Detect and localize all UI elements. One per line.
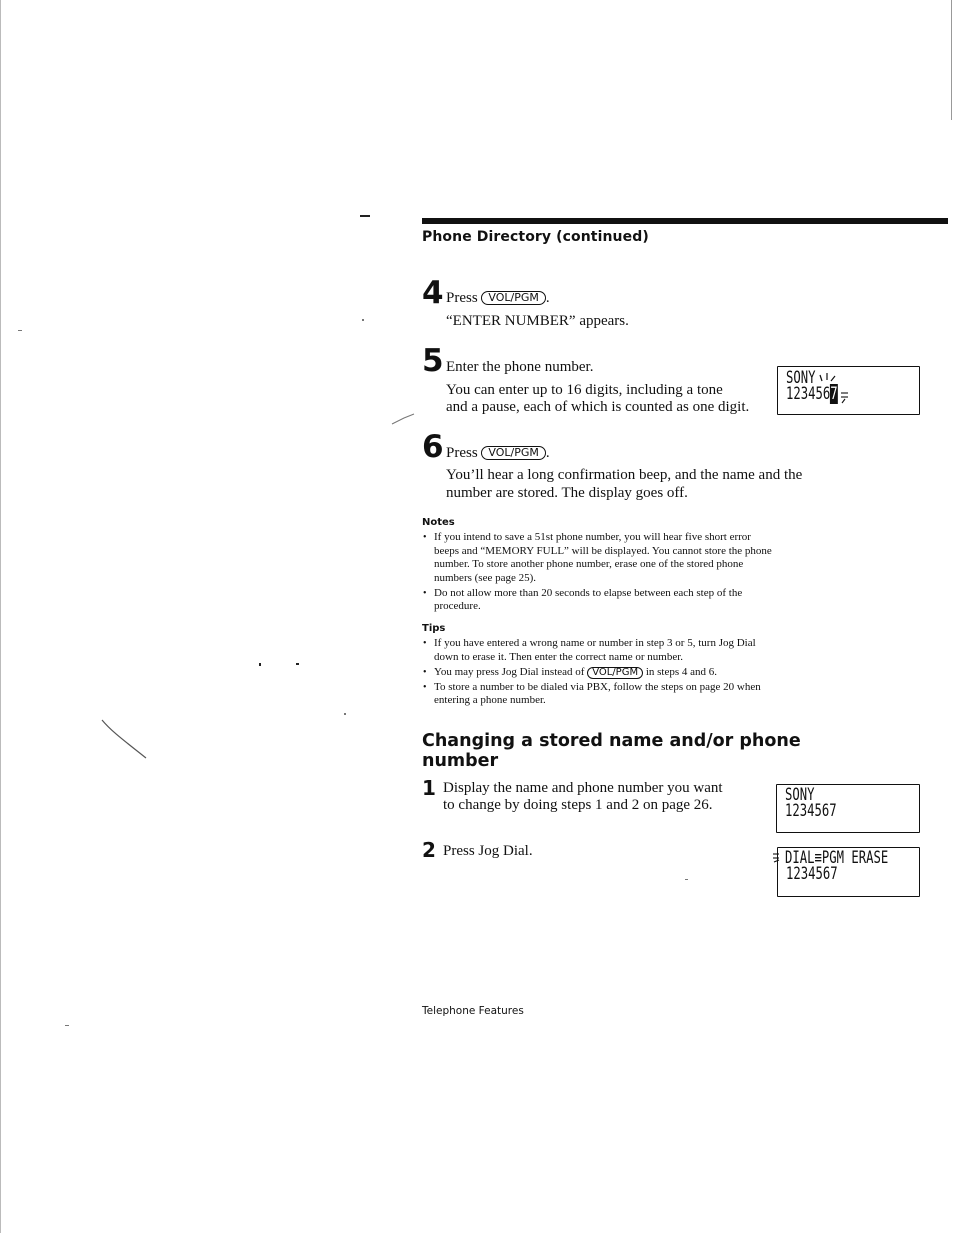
note-item — [422, 587, 842, 614]
lcd-entry-cursor: 7 — [830, 384, 838, 404]
step-4-result: “ENTER NUMBER” appears. — [446, 313, 629, 329]
scan-speck — [65, 1025, 69, 1026]
tips-list — [422, 637, 842, 709]
step-4-number: 4 — [422, 275, 444, 311]
lcd-dial-option: DIAL — [785, 848, 815, 868]
lcd-change-line2: 1234567 — [785, 801, 837, 821]
change-step-1-number: 1 — [422, 776, 436, 800]
scan-speck — [362, 319, 364, 321]
tips-heading: Tips — [422, 623, 446, 634]
scan-scribble — [100, 718, 155, 768]
tip-2-after: in steps 4 and 6. — [645, 665, 718, 678]
lcd-entry-line1: SONY — [786, 368, 816, 388]
lcd-entry-line2 — [786, 384, 838, 404]
lcd-entry-digits: 123456 — [786, 384, 831, 404]
lcd-display-change — [776, 784, 920, 833]
change-step-1-line2: to change by doing steps 1 and 2 on page 26. — [443, 797, 713, 813]
step-4-press-text: Press — [446, 290, 478, 306]
step-6-press-text: Press — [446, 445, 478, 461]
page-footer: Telephone Features — [422, 1005, 524, 1017]
header-rule — [422, 218, 948, 224]
lcd-dial-separator: ≡ — [814, 848, 822, 868]
step-6-instruction — [446, 445, 550, 462]
tip-3-line1: • To store a number to be dialed via PBX, follow the steps on page 20 when — [434, 680, 761, 693]
scan-speck — [685, 879, 688, 880]
step-4-period: . — [545, 290, 550, 306]
step-6-number: 6 — [422, 429, 444, 465]
vol-pgm-key: VOL/PGM — [587, 667, 643, 679]
tip-item — [422, 637, 842, 664]
lcd-dial-line2: 1234567 — [786, 864, 838, 884]
change-step-2-number: 2 — [422, 838, 436, 862]
step-6-result-line1: You’ll hear a long confirmation beep, and the name and the — [446, 467, 803, 483]
step-5-instruction: Enter the phone number. — [446, 359, 594, 375]
tip-item — [422, 681, 842, 708]
change-step-1-line1: Display the name and phone number you want — [443, 780, 723, 796]
step-5-number: 5 — [422, 343, 444, 379]
scan-speck — [18, 330, 22, 331]
scan-scribble — [390, 410, 420, 430]
section-header: Phone Directory (continued) — [422, 229, 649, 245]
step-6-result-line2: number are stored. The display goes off. — [446, 485, 688, 501]
vol-pgm-key: VOL/PGM — [481, 291, 545, 305]
blink-marks-icon — [772, 848, 784, 866]
tip-3-line2: entering a phone number. — [434, 694, 546, 706]
note-2-line1: • Do not allow more than 20 seconds to elapse between each step of the — [434, 586, 743, 599]
scan-edge — [0, 0, 1, 1233]
cursor-blink-icon — [840, 383, 852, 407]
scan-edge — [951, 0, 952, 120]
lcd-erase-option: ERASE — [851, 848, 889, 868]
step-6-period: . — [545, 445, 550, 461]
subsection-title — [422, 731, 801, 771]
step-5-detail-line2: and a pause, each of which is counted as one digit. — [446, 399, 750, 415]
note-item — [422, 531, 842, 585]
tip-1-line2: down to erase it. Then enter the correct name or number. — [434, 650, 684, 663]
tip-1-line1: • If you have entered a wrong name or number in step 3 or 5, turn Jog Dial — [434, 637, 756, 649]
tip-2-before: You may press Jog Dial instead of — [434, 665, 585, 678]
note-2-line2: procedure. — [434, 600, 481, 612]
step-5-detail-line1: You can enter up to 16 digits, including a tone — [446, 382, 723, 398]
scan-speck — [360, 215, 370, 217]
scan-speck — [296, 663, 299, 665]
subsection-title-line2: number — [422, 751, 499, 771]
step-4-instruction — [446, 290, 550, 307]
scan-speck — [344, 713, 346, 715]
note-1-line2: beeps and “MEMORY FULL” will be displayed. You cannot store the phone — [434, 544, 772, 557]
tip-item — [422, 666, 842, 680]
notes-heading: Notes — [422, 517, 455, 528]
change-step-2-text: Press Jog Dial. — [443, 843, 533, 859]
note-1-line4: numbers (see page 25). — [434, 571, 537, 584]
lcd-display-entry — [777, 366, 920, 415]
note-1-line3: number. To store another phone number, erase one of the stored phone — [434, 558, 744, 570]
note-1-line1: • If you intend to save a 51st phone number, you will hear five short error — [434, 531, 751, 543]
lcd-change-line1: SONY — [785, 785, 815, 805]
lcd-pgm-option: PGM — [821, 848, 844, 868]
lcd-display-dial-menu — [777, 847, 920, 897]
scan-speck — [259, 663, 261, 666]
vol-pgm-key: VOL/PGM — [481, 446, 545, 460]
subsection-title-line1: Changing a stored name and/or phone — [422, 731, 801, 751]
notes-list — [422, 531, 842, 615]
